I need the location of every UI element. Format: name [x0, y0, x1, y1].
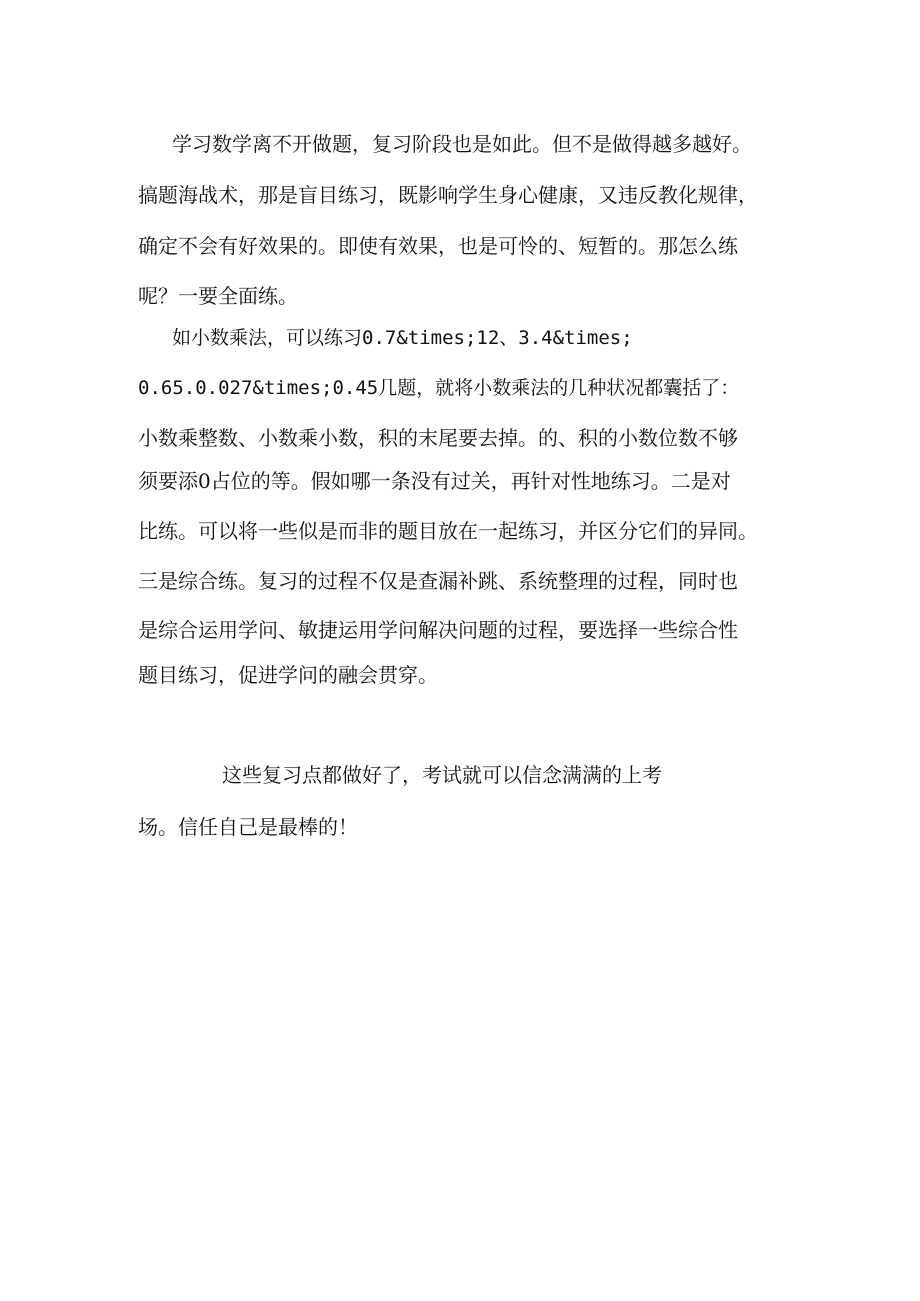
text-line: 是综合运用学问、敏捷运用学问解决问题的过程，要选择一些综合性	[138, 618, 738, 642]
text-line: 须要添0占位的等。假如哪一条没有过关，再针对性地练习。二是对	[138, 469, 731, 493]
text-line: 呢？一要全面练。	[138, 284, 298, 308]
text-line: 题目练习，促进学问的融会贯穿。	[138, 663, 438, 687]
text-line: 学习数学离不开做题，复习阶段也是如此。但不是做得越多越好。	[172, 132, 752, 156]
text-line: 这些复习点都做好了，考试就可以信念满满的上考	[222, 763, 662, 787]
text-line: 比练。可以将一些似是而非的题目放在一起练习，并区分它们的异同。	[138, 519, 758, 543]
text-line: 三是综合练。复习的过程不仅是查漏补跳、系统整理的过程，同时也	[138, 569, 738, 593]
text-line: 搞题海战术，那是盲目练习，既影响学生身心健康，又违反教化规律，	[138, 183, 758, 207]
text-line: 场。信任自己是最棒的！	[138, 815, 358, 839]
text-line: 小数乘整数、小数乘小数，积的末尾要去掉。的、积的小数位数不够	[138, 426, 738, 450]
text-line: 0.65.0.027&times;0.45几题，就将小数乘法的几种状况都囊括了：	[138, 377, 740, 399]
text-line: 确定不会有好效果的。即使有效果，也是可怜的、短暂的。那怎么练	[138, 234, 738, 258]
text-line: 如小数乘法，可以练习0.7&times;12、3.4&times;	[172, 327, 633, 349]
